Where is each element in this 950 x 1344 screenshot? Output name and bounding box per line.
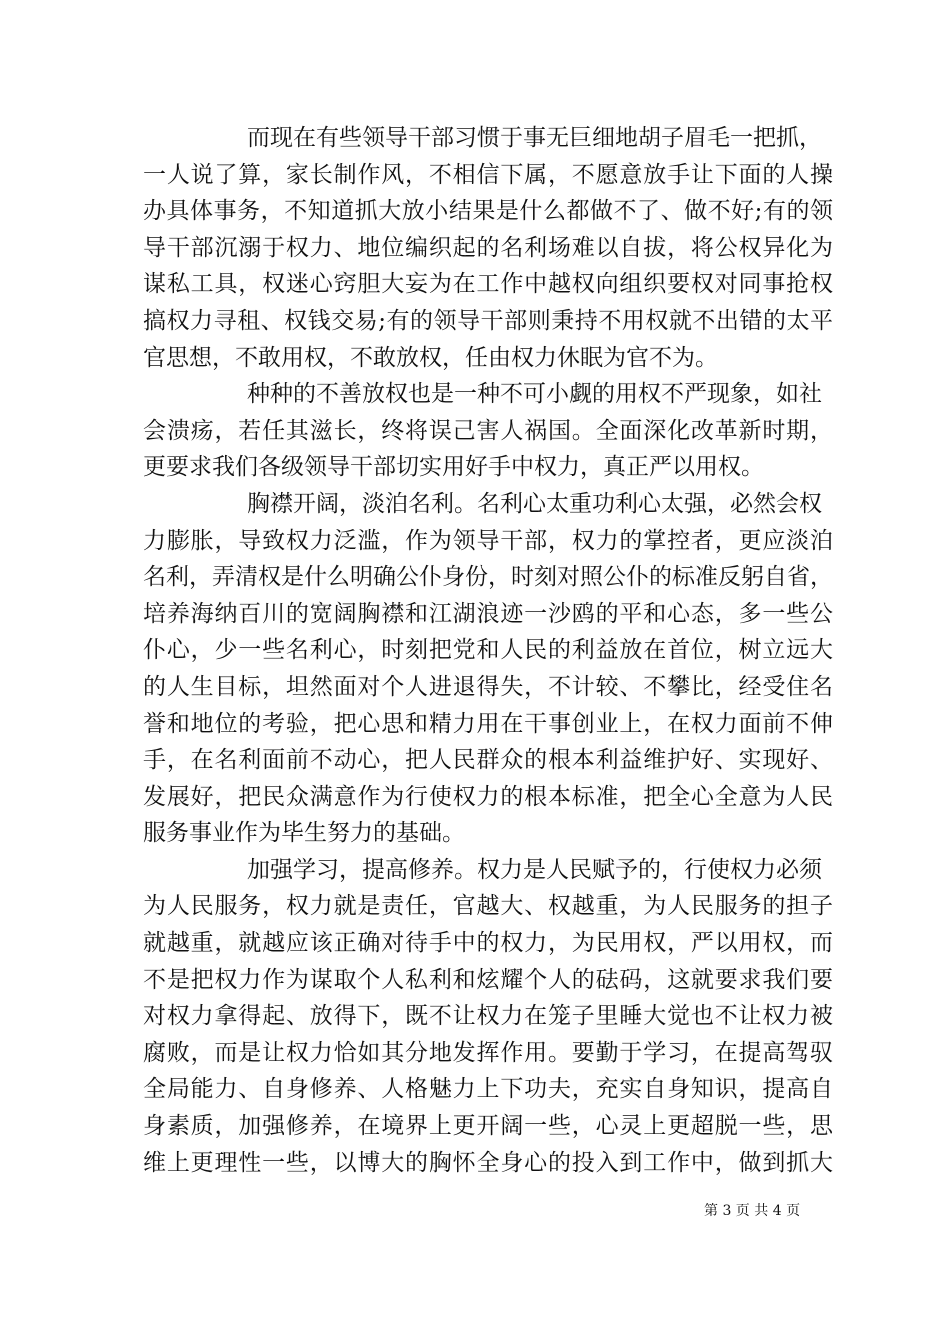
text-line: 誉和地位的考验，把心思和精力用在干事创业上，在权力面前不伸 [143, 710, 833, 737]
text-line: 搞权力寻租、权钱交易;有的领导干部则秉持不用权就不出错的太平 [143, 307, 833, 334]
text-line: 谋私工具，权迷心窍胆大妄为在工作中越权向组织要权对同事抢权 [143, 271, 833, 298]
text-line: 仆心，少一些名利心，时刻把党和人民的利益放在首位，树立远大 [143, 637, 833, 664]
text-line: 身素质，加强修养，在境界上更开阔一些，心灵上更超脱一些，思 [143, 1113, 833, 1140]
text-line: 维上更理性一些，以博大的胸怀全身心的投入到工作中，做到抓大 [143, 1149, 833, 1176]
page-number: 第 3 页 共 4 页 [704, 1203, 801, 1219]
text-line: 更要求我们各级领导干部切实用好手中权力，真正严以用权。 [143, 454, 764, 481]
paragraph-2 [143, 376, 833, 486]
text-line: 加强学习，提高修养。权力是人民赋予的，行使权力必须 [247, 856, 822, 883]
text-line: 发展好，把民众满意作为行使权力的根本标准，把全心全意为人民 [143, 783, 833, 810]
text-line: 办具体事务，不知道抓大放小结果是什么都做不了、做不好;有的领 [143, 198, 833, 225]
text-line: 官思想，不敢用权，不敢放权，任由权力休眠为官不为。 [143, 344, 718, 371]
text-line: 力膨胀，导致权力泛滥，作为领导干部，权力的掌控者，更应淡泊 [143, 527, 833, 554]
body-text [143, 120, 833, 1181]
text-line: 培养海纳百川的宽阔胸襟和江湖浪迹一沙鸥的平和心态，多一些公 [143, 600, 833, 627]
text-line: 种种的不善放权也是一种不可小觑的用权不严现象，如社 [247, 381, 822, 408]
text-line: 就越重，就越应该正确对待手中的权力，为民用权，严以用权，而 [143, 930, 833, 957]
text-line: 全局能力、自身修养、人格魅力上下功夫，充实自身知识，提高自 [143, 1076, 833, 1103]
text-line: 会溃疡，若任其滋长，终将误己害人祸国。全面深化改革新时期， [143, 417, 833, 444]
text-line: 服务事业作为毕生努力的基础。 [143, 820, 465, 847]
text-line: 一人说了算，家长制作风，不相信下属，不愿意放手让下面的人操 [143, 161, 833, 188]
paragraph-3 [143, 486, 833, 852]
text-line: 为人民服务，权力就是责任，官越大、权越重，为人民服务的担子 [143, 893, 833, 920]
text-line: 名利，弄清权是什么明确公仆身份，时刻对照公仆的标准反躬自省， [143, 564, 833, 591]
text-line: 而现在有些领导干部习惯于事无巨细地胡子眉毛一把抓， [247, 125, 822, 151]
text-line: 腐败，而是让权力恰如其分地发挥作用。要勤于学习，在提高驾驭 [143, 1039, 833, 1066]
paragraph-4 [143, 852, 833, 1181]
text-line: 胸襟开阔，淡泊名利。名利心太重功利心太强，必然会权 [247, 490, 822, 517]
text-line: 的人生目标，坦然面对个人进退得失，不计较、不攀比，经受住名 [143, 673, 833, 700]
text-line: 对权力拿得起、放得下，既不让权力在笼子里睡大觉也不让权力被 [143, 1003, 833, 1030]
text-line: 手，在名利面前不动心，把人民群众的根本利益维护好、实现好、 [143, 747, 833, 774]
paragraph-1 [143, 120, 833, 376]
text-line: 不是把权力作为谋取个人私利和炫耀个人的砝码，这就要求我们要 [143, 966, 833, 993]
text-line: 导干部沉溺于权力、地位编织起的名利场难以自拔，将公权异化为 [143, 234, 833, 261]
